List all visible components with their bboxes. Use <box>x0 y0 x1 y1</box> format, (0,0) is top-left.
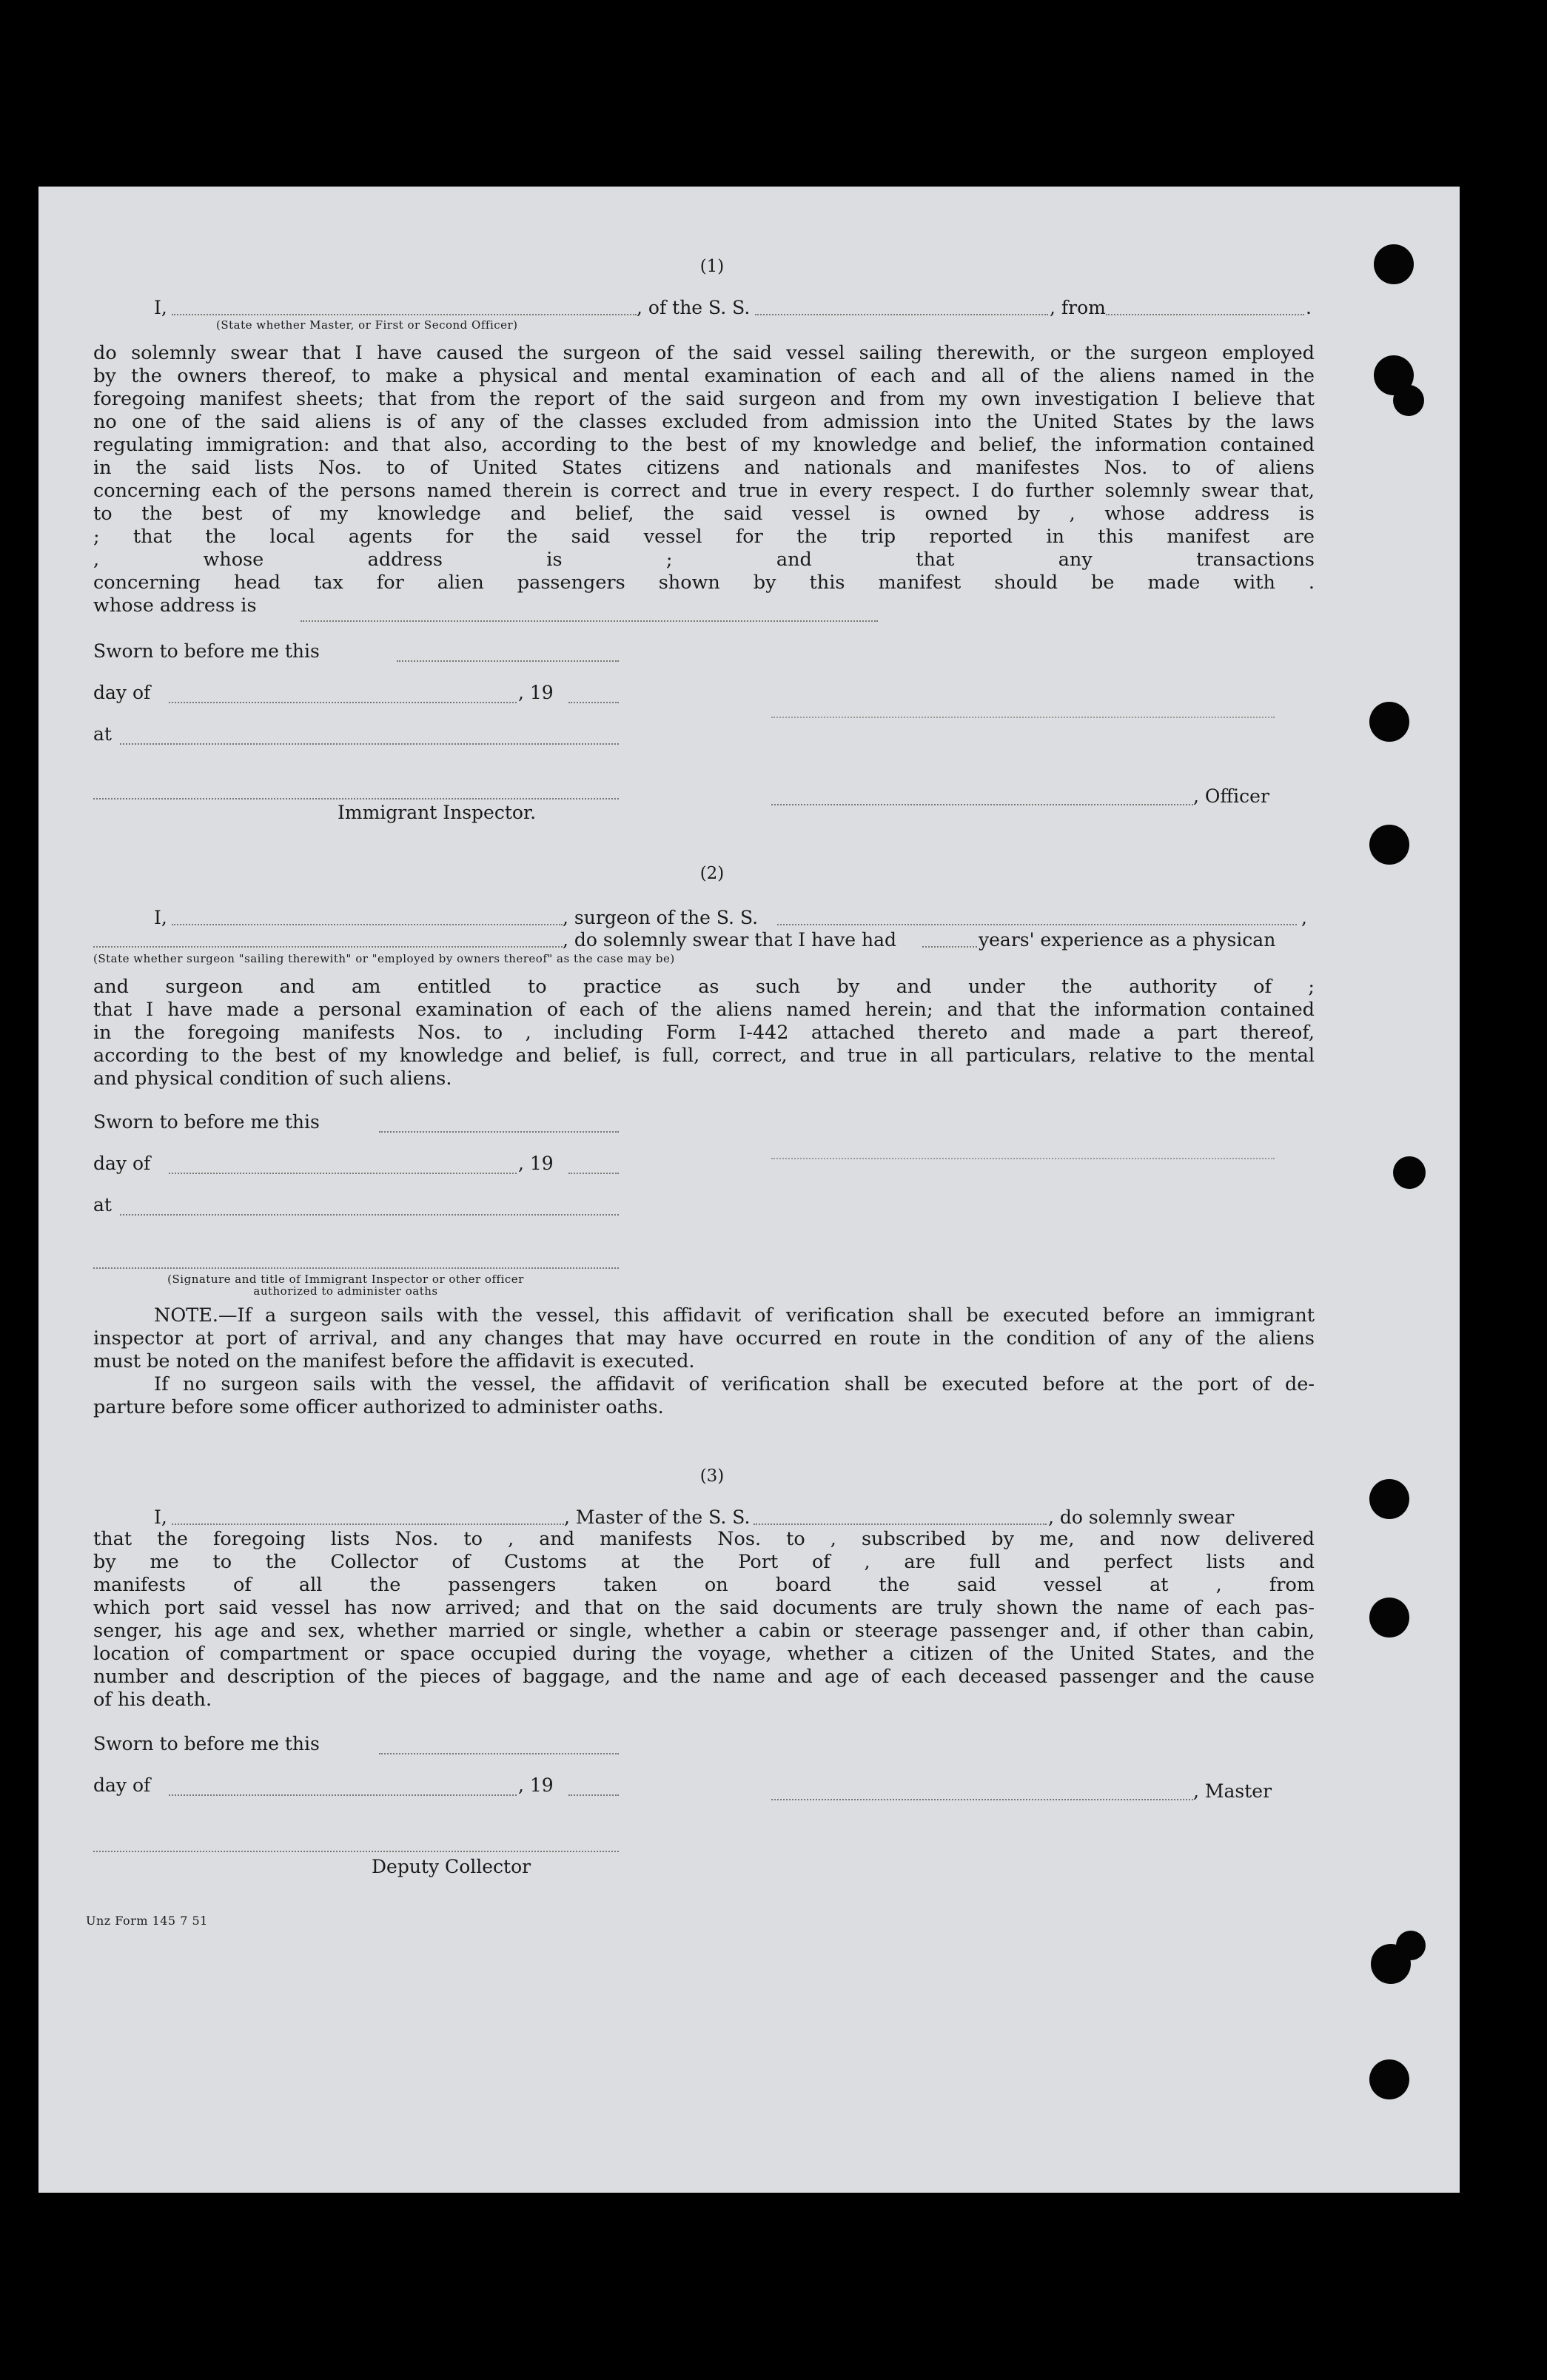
s2-at-blank <box>120 1214 619 1216</box>
s2-sworn-blank <box>379 1131 619 1133</box>
s1-signature-line <box>771 717 1275 718</box>
s2-signature-line <box>771 1158 1275 1159</box>
s2-signature-hint: (Signature and title of Immigrant Inspector or other officer authorized to administer oaths <box>167 1273 524 1298</box>
s1-sworn: Sworn to before me this <box>93 640 320 662</box>
punch-hole <box>1369 1479 1409 1519</box>
s2-signature-title-line <box>93 1267 619 1269</box>
s1-line: no one of the said aliens is of any of the classes excluded from admission into the United States by the laws <box>93 411 1315 433</box>
s1-year: , 19 <box>518 682 554 703</box>
punch-hole <box>1374 244 1414 284</box>
s3-line: by me to the Collector of Customs at the Port of , are full and perfect lists and <box>93 1551 1315 1573</box>
s1-end-dot: . <box>1306 297 1312 318</box>
s3-line: which port said vessel has now arrived; and that on the said documents are truly shown the name of each pas- <box>93 1597 1315 1619</box>
section-1-number: (1) <box>699 257 725 276</box>
s1-day-of: day of <box>93 682 151 703</box>
s3-oath-text <box>93 1528 1315 1712</box>
s3-master-line <box>771 1799 1193 1800</box>
s1-name-blank <box>172 314 637 315</box>
s1-line: to the best of my knowledge and belief, the said vessel is owned by , whose address is <box>93 503 1315 525</box>
s3-line: of his death. <box>93 1689 212 1711</box>
s1-line: in the said lists Nos. to of United States citizens and nationals and manifestes Nos. to of aliens <box>93 457 1315 479</box>
s1-sworn-blank <box>397 660 619 662</box>
s3-line: senger, his age and sex, whether married or single, whether a cabin or steerage passenger and, if other than cabin, <box>93 1620 1315 1642</box>
s2-at: at <box>93 1194 112 1216</box>
section-2-number: (2) <box>699 864 725 883</box>
s3-line: number and description of the pieces of baggage, and the name and age of each deceased passenger and the cause <box>93 1666 1315 1688</box>
s2-years: years' experience as a physican <box>979 929 1276 951</box>
s2-line: in the foregoing manifests Nos. to , including Form I-442 attached thereto and made a part thereof, <box>93 1022 1315 1044</box>
s2-name-blank <box>172 924 563 925</box>
s1-line: ; that the local agents for the said vessel for the trip reported in this manifest are <box>93 526 1315 548</box>
s1-line: concerning each of the persons named therein is correct and true in every respect. I do further solemnly swear that, <box>93 480 1315 502</box>
s2-i-label: I, <box>154 907 167 928</box>
s1-line: regulating immigration: and that also, according to the best of my knowledge and belief, the information contained <box>93 434 1315 456</box>
s1-of-ss: , of the S. S. <box>637 297 751 318</box>
s1-i-label: I, <box>154 297 167 318</box>
s2-line: that I have made a personal examination of each of the aliens named herein; and that the information contained <box>93 999 1315 1021</box>
s2-surgeon-hint: (State whether surgeon "sailing therewith" or "employed by owners thereof" as the case may be) <box>93 952 675 965</box>
s3-master: , Master <box>1193 1780 1272 1802</box>
note-line: NOTE.—If a surgeon sails with the vessel, this affidavit of verification shall be executed before an immigrant <box>154 1304 1315 1327</box>
s3-line: manifests of all the passengers taken on board the said vessel at , from <box>93 1574 1315 1596</box>
s1-oath-text <box>93 342 1315 617</box>
s1-officer-hint: (State whether Master, or First or Second Officer) <box>216 318 518 332</box>
punch-hole <box>1369 2059 1409 2099</box>
note-line: must be noted on the manifest before the affidavit is executed. <box>93 1350 695 1372</box>
s1-from: , from <box>1050 297 1106 318</box>
note-line: If no surgeon sails with the vessel, the affidavit of verification shall be executed before at the port of de- <box>154 1373 1315 1395</box>
section-3-number: (3) <box>699 1466 725 1486</box>
s2-year: , 19 <box>518 1153 554 1174</box>
s2-status-blank <box>93 946 563 948</box>
s1-line: concerning head tax for alien passengers shown by this manifest should be made with . <box>93 571 1315 594</box>
s1-line: foregoing manifest sheets; that from the report of the said surgeon and from my own investigation I believe that <box>93 388 1315 410</box>
note-line: parture before some officer authorized to administer oaths. <box>93 1396 664 1418</box>
s2-note <box>93 1304 1315 1419</box>
s2-swear: , do solemnly swear that I have had <box>563 929 897 951</box>
s1-at: at <box>93 723 112 745</box>
s3-vessel-blank <box>754 1523 1047 1525</box>
punch-hole <box>1369 702 1409 742</box>
s2-day-of: day of <box>93 1153 151 1174</box>
s1-officer-line <box>771 804 1193 805</box>
s2-surgeon-of: , surgeon of the S. S. <box>563 907 759 928</box>
s3-line: that the foregoing lists Nos. to , and manifests Nos. to , subscribed by me, and now delivered <box>93 1528 1315 1550</box>
s3-sworn-blank <box>379 1753 619 1754</box>
s1-line: by the owners thereof, to make a physical and mental examination of each and all of the aliens named in the <box>93 365 1315 387</box>
s3-line: location of compartment or space occupied during the voyage, whether a citizen of the United States, and the <box>93 1643 1315 1665</box>
s1-officer: , Officer <box>1193 785 1269 807</box>
s2-line: according to the best of my knowledge and belief, is full, correct, and true in all particulars, relative to the mental <box>93 1045 1315 1067</box>
s1-line: whose address is <box>93 594 257 617</box>
s2-years-blank <box>922 946 977 948</box>
s2-year-blank <box>568 1173 619 1174</box>
s2-oath-text <box>93 976 1315 1090</box>
s1-from-blank <box>1106 314 1304 315</box>
s1-line: , whose address is ; and that any transactions <box>93 549 1315 571</box>
s2-line: and physical condition of such aliens. <box>93 1067 452 1090</box>
s3-name-blank <box>172 1523 564 1525</box>
s3-year: , 19 <box>518 1774 554 1796</box>
punch-hole <box>1396 1931 1426 1960</box>
s1-inspector-line <box>93 798 619 800</box>
s1-address-blank <box>301 620 878 622</box>
s3-i-label: I, <box>154 1506 167 1528</box>
s3-master-of: , Master of the S. S. <box>564 1506 751 1528</box>
s3-year-blank <box>568 1794 619 1796</box>
s2-sworn: Sworn to before me this <box>93 1111 320 1133</box>
punch-hole <box>1393 1156 1426 1189</box>
form-page <box>38 187 1460 2193</box>
s1-line: do solemnly swear that I have caused the surgeon of the said vessel sailing therewith, or the surgeon employed <box>93 342 1315 364</box>
note-line: inspector at port of arrival, and any changes that may have occurred en route in the condition of any of the aliens <box>93 1327 1315 1350</box>
s3-day-blank <box>169 1794 517 1796</box>
s1-at-blank <box>120 743 619 745</box>
s2-line: and surgeon and am entitled to practice as such by and under the authority of ; <box>93 976 1315 998</box>
s3-collector-line <box>93 1851 619 1852</box>
s1-day-blank <box>169 702 517 703</box>
s3-swear: , do solemnly swear <box>1048 1506 1235 1528</box>
form-number: Unz Form 145 7 51 <box>86 1914 208 1928</box>
s1-inspector: Immigrant Inspector. <box>338 802 537 823</box>
s1-year-blank <box>568 702 619 703</box>
s3-day-of: day of <box>93 1774 151 1796</box>
s3-sworn: Sworn to before me this <box>93 1733 320 1754</box>
s2-vessel-blank <box>777 924 1297 925</box>
s2-comma: , <box>1301 907 1307 928</box>
punch-hole <box>1393 385 1424 416</box>
punch-hole <box>1369 825 1409 865</box>
s1-vessel-blank <box>755 314 1048 315</box>
s2-day-blank <box>169 1173 517 1174</box>
punch-hole <box>1369 1598 1409 1637</box>
s3-collector: Deputy Collector <box>372 1856 531 1877</box>
